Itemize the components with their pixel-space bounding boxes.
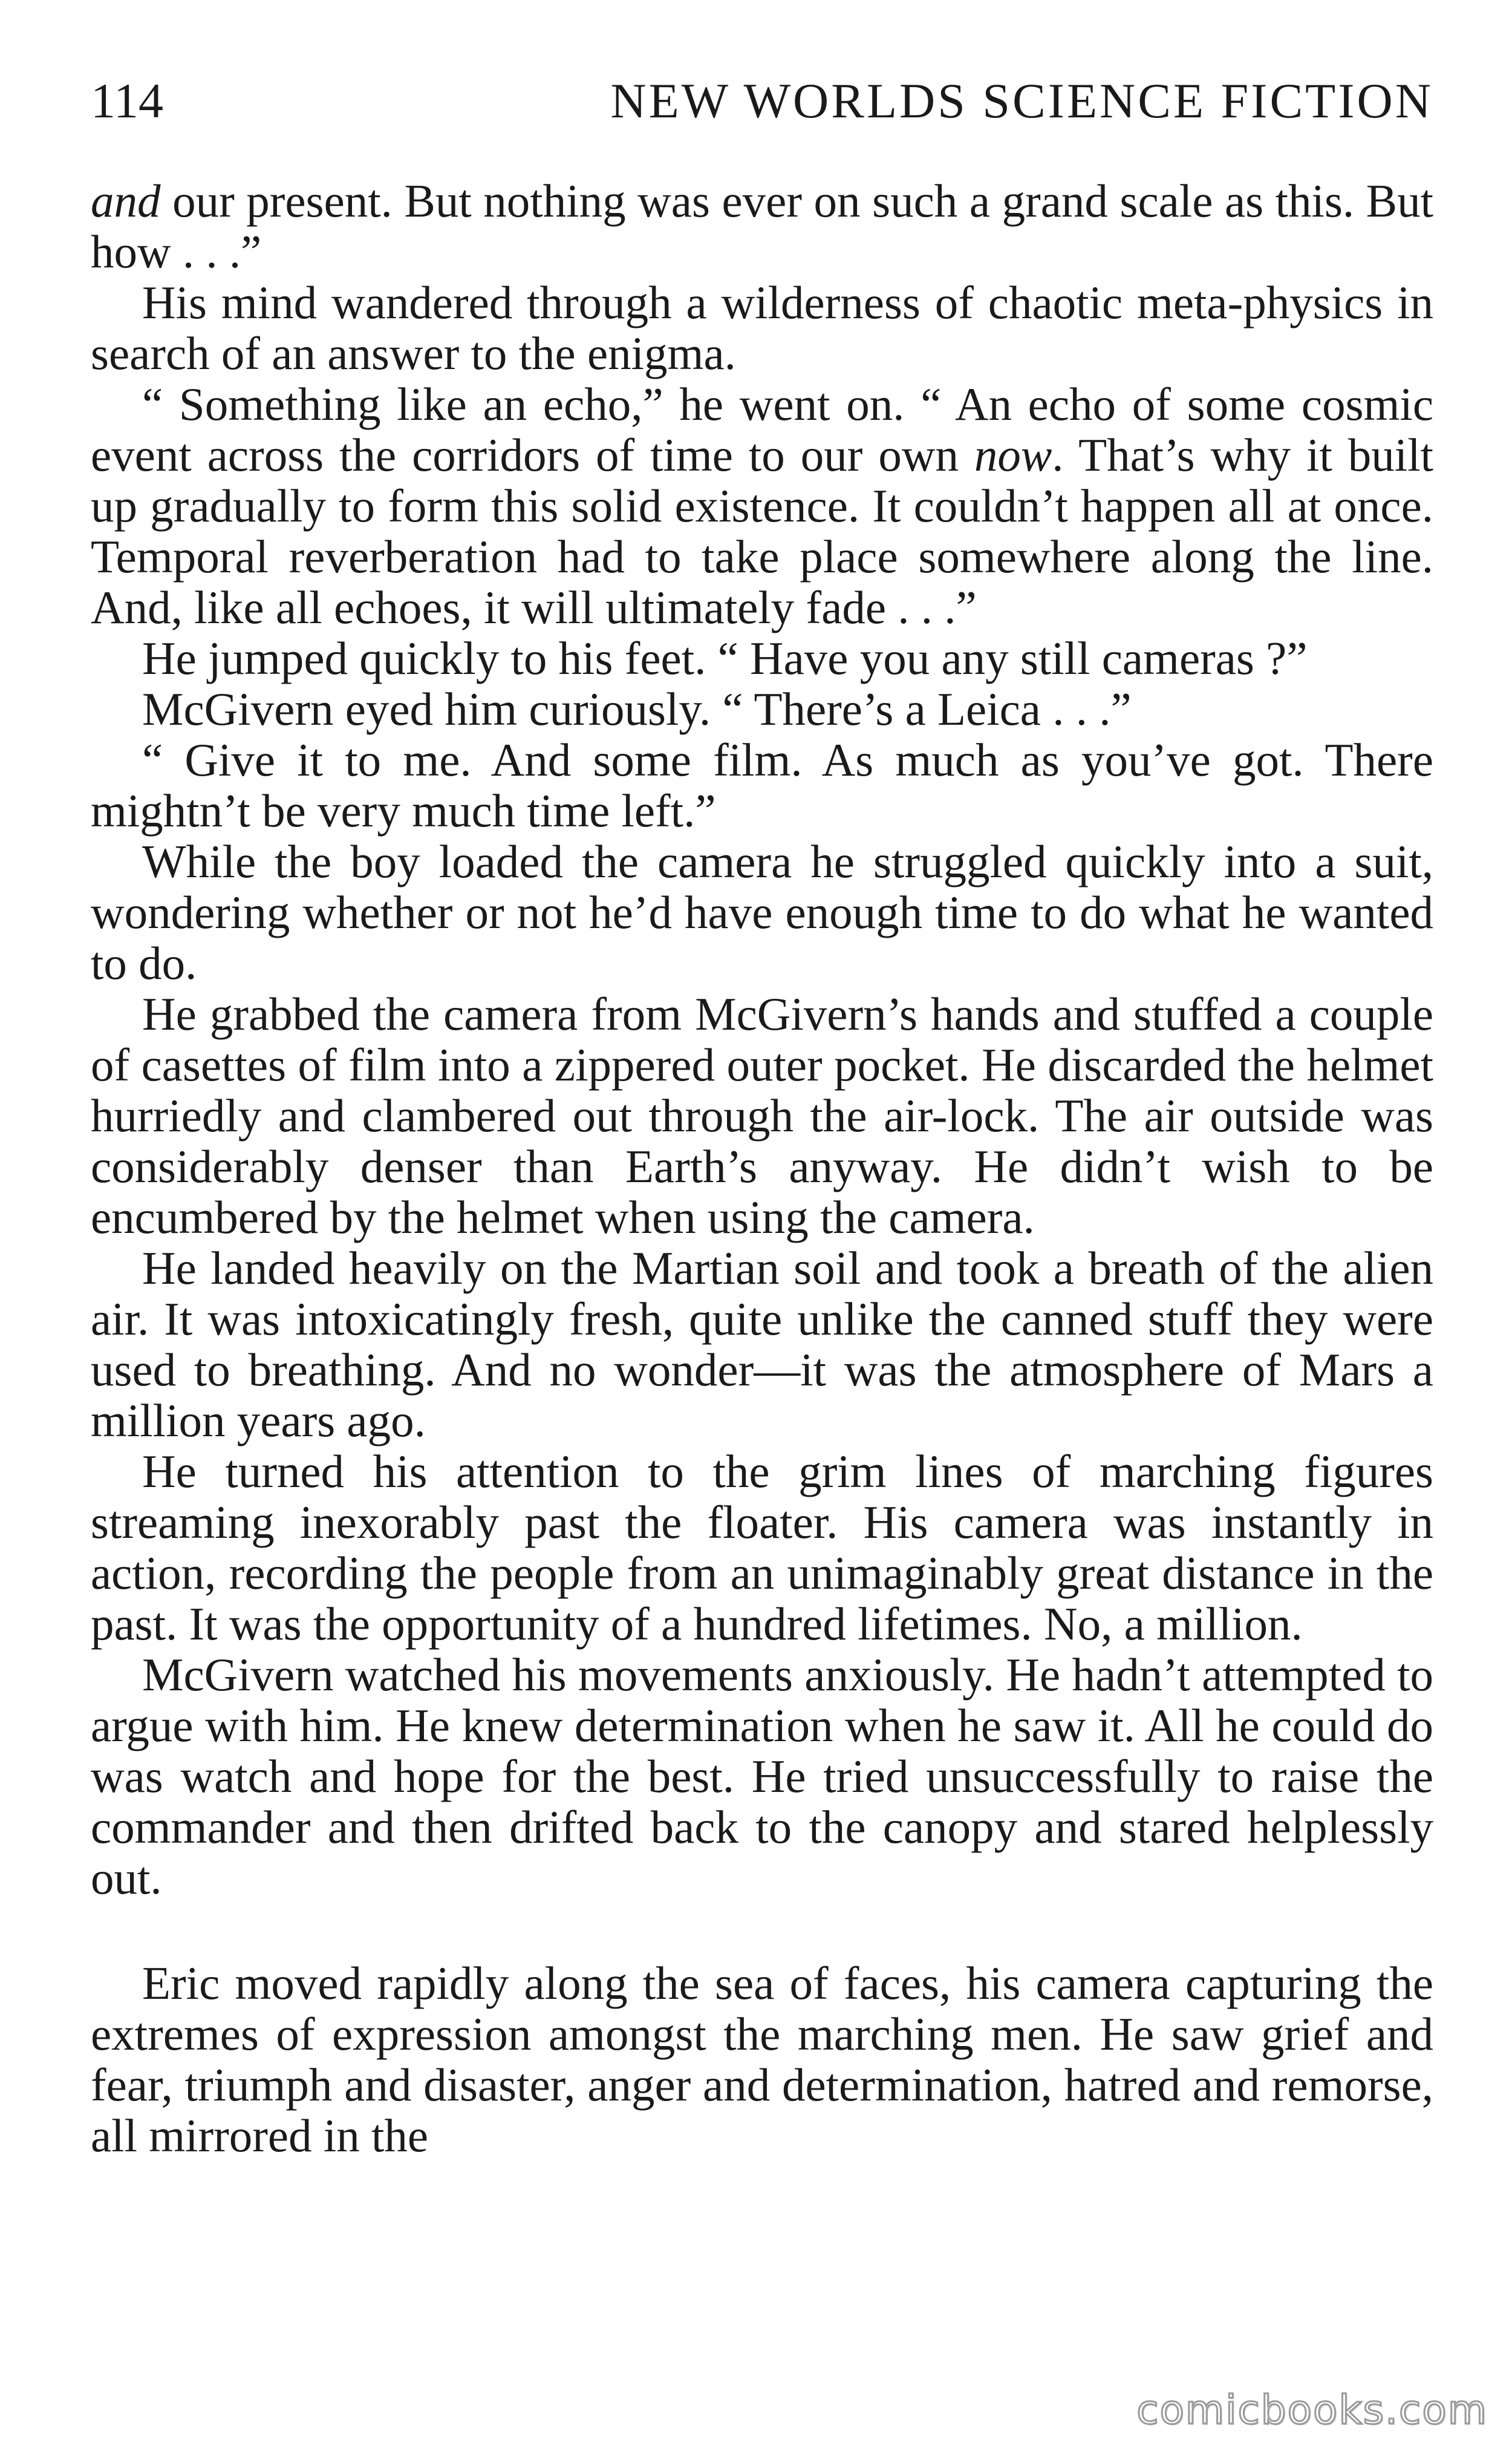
paragraph-8: He grabbed the camera from McGivern’s hands and stuffed a couple of casettes of film into a zippered outer pocket. He discarded the helmet hurriedly and clambered out through the air-lock. The air outside was considerably denser than Earth’s anyway. He didn’t wish to be encumbered by the helmet when using the camera. <box>91 988 1433 1243</box>
paragraph-4: He jumped quickly to his feet. “ Have you any still cameras ?” <box>142 632 1308 684</box>
paragraph-5: McGivern eyed him curiously. “ There’s a Leica . . .” <box>142 683 1132 735</box>
italic-word: now <box>974 429 1052 481</box>
paragraph-9: He landed heavily on the Martian soil and took a breath of the alien air. It was intoxicatingly fresh, quite unlike the canned stuff they were used to breathing. And no wonder—it was the atmosphere of Mars a million years ago. <box>91 1242 1433 1447</box>
paragraph-12: Eric moved rapidly along the sea of faces, his camera capturing the extremes of expression amongst the marching men. He saw grief and fear, triumph and disaster, anger and determination, hatred and remorse, all mirrored in the <box>91 1957 1433 2162</box>
paragraph-text: “ Something like an echo,” he went on. “ An echo of some cosmic event across the corridors of time to our own <box>91 378 1433 481</box>
paragraph-11: McGivern watched his movements anxiously. He hadn’t attempted to argue with him. He knew determination when he saw it. All he could do was watch and hope for the best. He tried unsuccessfully to raise the commander and then drifted back to the canopy and stared helplessly out. <box>91 1649 1433 1904</box>
italic-word: and <box>91 175 161 227</box>
watermark: comicbooks.com <box>1136 2387 1488 2433</box>
page-number: 114 <box>91 73 163 128</box>
paragraph-text-after: . That’s why it built up gradually to form this solid existence. It couldn’t happen all at once. Temporal reverberation had to take place somewhere along the line. And, like all echoes, it will ultimately fade . . .” <box>91 429 1433 633</box>
running-head <box>91 73 1433 139</box>
body-text <box>91 175 1433 2161</box>
paragraph-6: “ Give it to me. And some film. As much as you’ve got. There mightn’t be very much time left.” <box>91 734 1433 837</box>
paragraph-7: While the boy loaded the camera he struggled quickly into a suit, wondering whether or not he’d have enough time to do what he wanted to do. <box>91 835 1433 989</box>
paragraph-3 <box>91 379 1433 633</box>
paragraph-text: our present. But nothing was ever on such a grand scale as this. But how . . .” <box>91 175 1433 278</box>
paragraph-2: His mind wandered through a wilderness of chaotic meta-physics in search of an answer to the enigma. <box>91 276 1433 379</box>
running-title: NEW WORLDS SCIENCE FICTION <box>610 73 1433 128</box>
paragraph-1 <box>91 175 1433 277</box>
paragraph-10: He turned his attention to the grim lines of marching figures streaming inexorably past the floater. His camera was instantly in action, recording the people from an unimaginably great distance in the past. It was the opportunity of a hundred lifetimes. No, a million. <box>91 1445 1433 1650</box>
